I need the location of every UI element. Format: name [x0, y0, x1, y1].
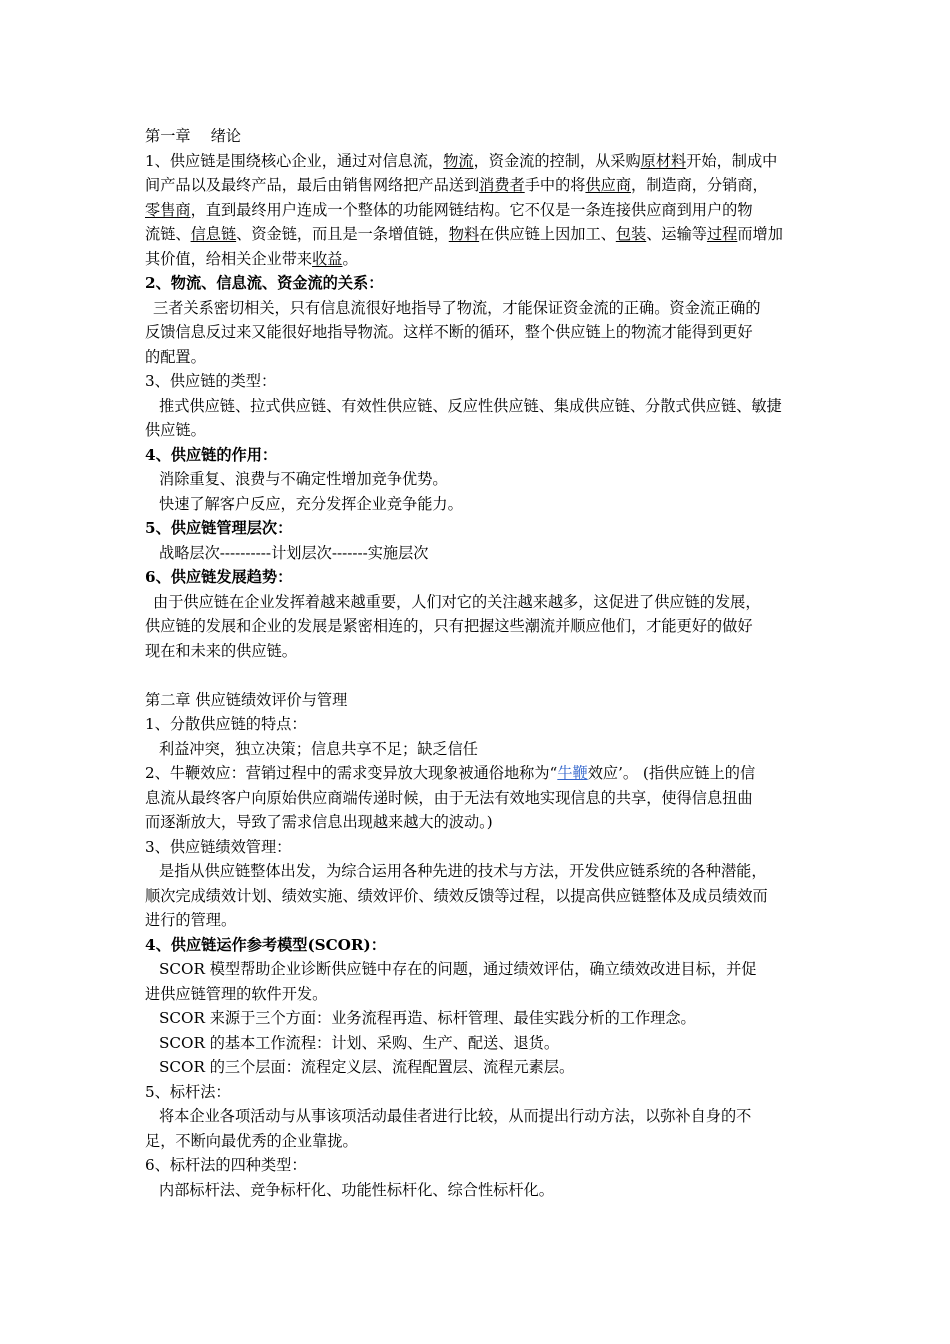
underlined-term[interactable]: 零售商: [145, 200, 191, 219]
chapter-2-title: 第二章 供应链绩效评价与管理: [145, 690, 348, 709]
text-line: 将本企业各项活动与从事该项活动最佳者进行比较，从而提出行动方法，以弥补自身的不: [159, 1107, 752, 1125]
underlined-term[interactable]: 物料: [448, 225, 480, 243]
text-line: 消除重复、浪费与不确定性增加竞争优势。: [159, 470, 448, 488]
text-span: 、资金链，而且是一条增值链，: [236, 225, 449, 243]
text-line: 供应链。: [145, 421, 206, 439]
text-line: 顺次完成绩效计划、绩效实施、绩效评价、绩效反馈等过程，以提高供应链整体及成员绩效而: [145, 886, 768, 905]
ch1-heading-3: 3、供应链的类型：: [145, 372, 277, 390]
text-span: 效应’。 (指供应链上的信: [587, 764, 756, 782]
text-line: 足，不断向最优秀的企业靠拢。: [145, 1131, 358, 1150]
underlined-term[interactable]: 原材料: [640, 151, 687, 170]
underlined-term[interactable]: 收益: [312, 249, 343, 268]
mixed-line: [145, 247, 813, 272]
ch1-heading-4: 4、供应链的作用：: [145, 445, 278, 464]
text-line: SCOR 的三个层面：流程定义层、流程配置层、流程元素层。: [159, 1058, 575, 1076]
text-line: 进供应链管理的软件开发。: [145, 984, 328, 1003]
text-span: ，制造商，分销商，: [631, 176, 768, 194]
text-line: 内部标杆法、竞争标杆化、功能性标杆化、综合性标杆化。: [159, 1180, 554, 1199]
document-body: [145, 124, 813, 1202]
ch1-paragraph-1: [145, 149, 813, 272]
text-span: 其价值，给相关企业带来: [145, 249, 313, 268]
text-span: 。: [342, 249, 358, 268]
text-line: 战略层次----------计划层次-------实施层次: [159, 543, 429, 562]
text-span: 2、牛鞭效应：营销过程中的需求变异放大现象被通俗地称为“: [145, 764, 558, 782]
ch1-heading-2: 2、物流、信息流、资金流的关系：: [145, 274, 384, 292]
spacer: [145, 663, 813, 688]
text-line: 快速了解客户反应，充分发挥企业竞争能力。: [159, 494, 463, 513]
underlined-term[interactable]: 过程: [706, 225, 738, 243]
text-span: 、运输等: [646, 225, 707, 243]
text-span: 在供应链上因加工、: [479, 225, 616, 243]
underlined-term[interactable]: 信息链: [190, 225, 237, 243]
text-line: 推式供应链、拉式供应链、有效性供应链、反应性供应链、集成供应链、分散式供应链、敏捷: [159, 396, 782, 415]
text-span: ，直到最终用户连成一个整体的功能网链结构。它不仅是一条连接供应商到用户的物: [190, 200, 753, 219]
underlined-term[interactable]: 包装: [615, 225, 647, 243]
text-line: 反馈信息反过来又能很好地指导物流。这样不断的循环，整个供应链上的物流才能得到更好: [145, 323, 753, 341]
text-line: SCOR 的基本工作流程：计划、采购、生产、配送、退货。: [159, 1033, 560, 1052]
text-line: 进行的管理。: [145, 911, 237, 929]
bullwhip-link[interactable]: 牛鞭: [557, 764, 588, 782]
ch1-heading-6: 6、供应链发展趋势：: [145, 568, 293, 586]
text-span: 间产品以及最终产品，最后由销售网络把产品送到: [145, 176, 480, 194]
text-line: 的配置。: [145, 347, 206, 366]
text-line: 供应链的发展和企业的发展是紧密相连的，只有把握这些潮流并顺应他们，才能更好的做好: [145, 617, 753, 635]
text-line: 是指从供应链整体出发，为综合运用各种先进的技术与方法，开发供应链系统的各种潜能，: [159, 862, 767, 880]
chapter-1-title: 第一章 绪论: [145, 127, 241, 145]
mixed-line: [145, 149, 813, 174]
text-span: 1、供应链是围绕核心企业，通过对信息流，: [145, 151, 444, 170]
text-line: 而逐渐放大，导致了需求信息出现越来越大的波动。): [145, 813, 493, 831]
ch2-bullwhip-line: [145, 761, 813, 786]
text-span: 手中的将: [524, 176, 586, 194]
text-span: ，资金流的控制，从采购: [473, 151, 641, 170]
text-line: 现在和未来的供应链。: [145, 641, 297, 660]
text-line: SCOR 模型帮助企业诊断供应链中存在的问题，通过绩效评估，确立绩效改进目标，并促: [159, 960, 757, 978]
text-span: 开始，制成中: [686, 151, 778, 170]
ch2-heading-3: 3、供应链绩效管理：: [145, 837, 292, 856]
text-line: 息流从最终客户向原始供应商端传递时候，由于无法有效地实现信息的共享，使得信息扭曲: [145, 788, 753, 807]
mixed-line: [145, 173, 813, 198]
ch2-heading-6: 6、标杆法的四种类型：: [145, 1156, 307, 1174]
underlined-term[interactable]: 供应商: [585, 176, 631, 194]
underlined-term[interactable]: 消费者: [479, 176, 525, 194]
text-line: SCOR 来源于三个方面：业务流程再造、标杆管理、最佳实践分析的工作理念。: [159, 1009, 696, 1027]
ch2-heading-4: 4、供应链运作参考模型(SCOR)：: [145, 935, 386, 954]
text-line: 由于供应链在企业发挥着越来越重要，人们对它的关注越来越多，这促进了供应链的发展，: [153, 592, 761, 611]
text-line: 三者关系密切相关，只有信息流很好地指导了物流，才能保证资金流的正确。资金流正确的: [153, 298, 761, 317]
ch2-heading-1: 1、分散供应链的特点：: [145, 715, 307, 733]
ch1-heading-5: 5、供应链管理层次：: [145, 519, 293, 537]
ch2-heading-5: 5、标杆法：: [145, 1082, 231, 1101]
mixed-line: [145, 222, 813, 247]
text-span: 流链、: [145, 225, 191, 243]
text-line: 利益冲突，独立决策；信息共享不足；缺乏信任: [159, 739, 478, 758]
text-span: 而增加: [737, 225, 783, 243]
mixed-line: [145, 198, 813, 223]
underlined-term[interactable]: 物流: [443, 151, 474, 170]
